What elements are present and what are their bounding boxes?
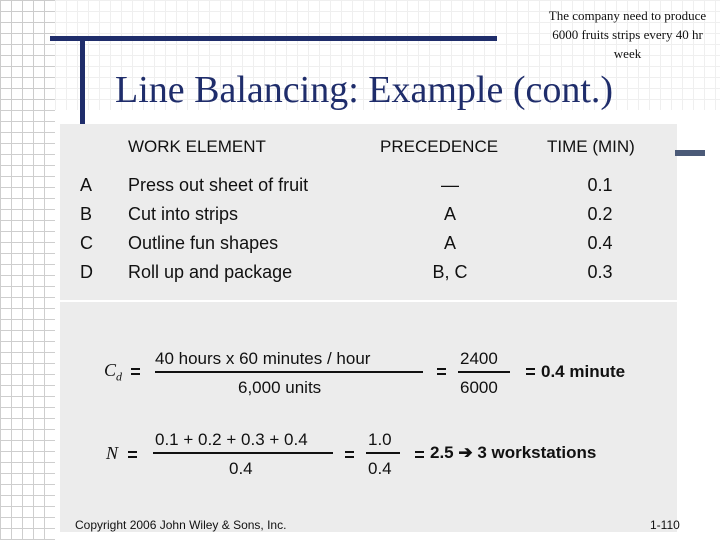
fraction-bar	[153, 452, 333, 454]
cd-subscript: d	[116, 369, 123, 384]
equals-sign	[345, 451, 354, 459]
equals-sign	[526, 368, 535, 376]
equals-sign	[131, 368, 140, 376]
n-denominator: 0.4	[229, 459, 253, 478]
row-time: 0.2	[587, 204, 613, 224]
header-precedence: PRECEDENCE	[380, 137, 499, 156]
page-number: 1-110	[650, 518, 680, 532]
fraction-bar	[366, 452, 400, 454]
row-id: A	[80, 175, 93, 195]
title-accent-bar-horizontal	[50, 36, 497, 41]
formula-panel	[60, 302, 677, 532]
equals-sign	[415, 451, 424, 459]
n-denominator-2: 0.4	[368, 459, 392, 478]
equals-sign	[128, 451, 137, 459]
row-time: 0.1	[587, 175, 613, 195]
cd-result: 0.4 minute	[541, 362, 626, 381]
cd-symbol	[104, 360, 122, 385]
row-element: Roll up and package	[128, 262, 293, 282]
row-precedence: A	[443, 233, 456, 253]
fraction-bar	[458, 371, 510, 373]
slide-title: Line Balancing: Example (cont.)	[115, 69, 614, 111]
n-symbol: N	[106, 443, 119, 463]
row-time: 0.3	[587, 262, 613, 282]
header-time: TIME (MIN)	[547, 137, 635, 156]
cd-symbol-letter: C	[104, 360, 117, 380]
copyright-text: Copyright 2006 John Wiley & Sons, Inc.	[75, 518, 287, 532]
row-element: Cut into strips	[128, 204, 239, 224]
n-result: 2.5 ➔ 3 workstations	[430, 443, 597, 462]
row-precedence: B, C	[432, 262, 468, 282]
row-precedence: —	[441, 175, 459, 195]
row-precedence: A	[443, 204, 456, 224]
table-accent-bar	[675, 150, 705, 156]
cd-numerator: 40 hours x 60 minutes / hour	[155, 349, 371, 368]
row-id: C	[80, 233, 93, 253]
n-numerator-2: 1.0	[368, 430, 392, 449]
background-grid-left	[0, 0, 55, 540]
cd-numerator-2: 2400	[460, 349, 498, 368]
row-element: Press out sheet of fruit	[128, 175, 309, 195]
cd-denominator: 6,000 units	[238, 378, 322, 397]
equals-sign	[437, 368, 446, 376]
header-work-element: WORK ELEMENT	[128, 137, 266, 156]
row-time: 0.4	[587, 233, 613, 253]
row-id: D	[80, 262, 93, 282]
cd-denominator-2: 6000	[460, 378, 498, 397]
n-numerator: 0.1 + 0.2 + 0.3 + 0.4	[155, 430, 308, 449]
side-note: The company need to produce 6000 fruits strips every 40 hr week	[548, 8, 707, 61]
fraction-bar	[155, 371, 423, 373]
row-element: Outline fun shapes	[128, 233, 279, 253]
row-id: B	[80, 204, 93, 224]
